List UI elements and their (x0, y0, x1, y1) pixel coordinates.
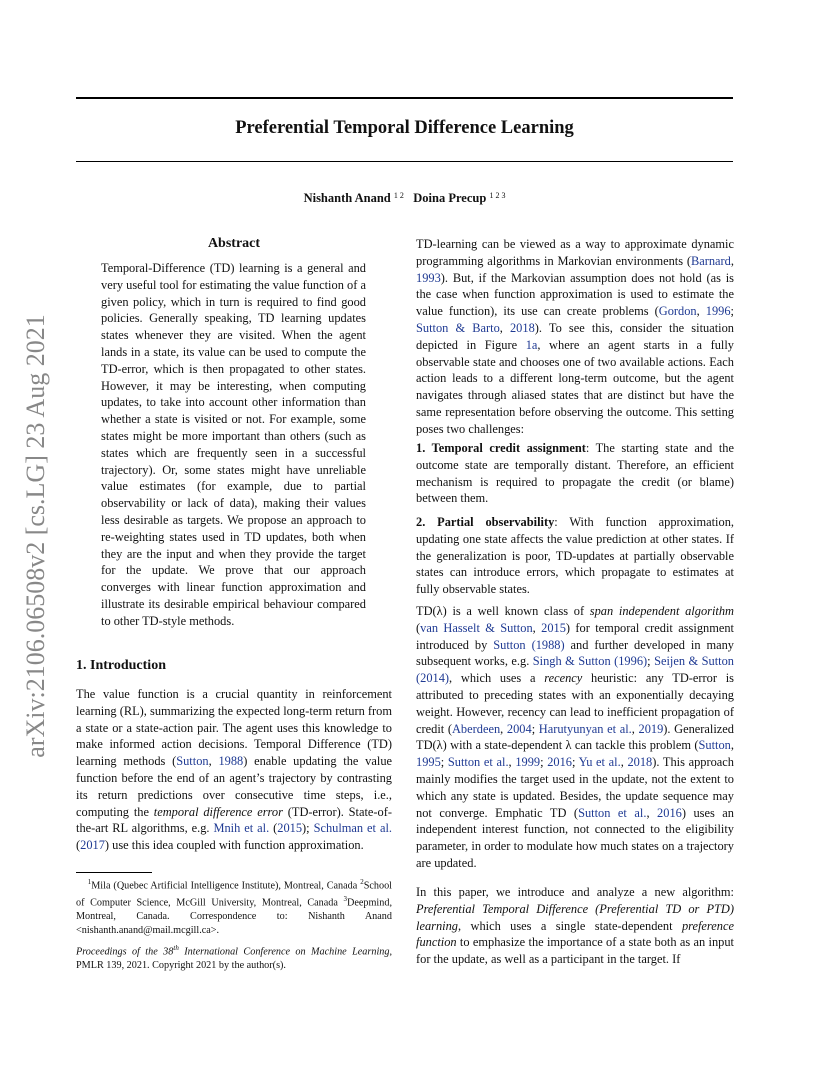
text-run: , (508, 755, 516, 770)
text-run: ; (440, 755, 448, 770)
citation-link[interactable]: Schulman et al. (313, 821, 392, 836)
right-paragraph-2 (416, 440, 734, 507)
citation-link[interactable]: Barnard (690, 253, 731, 268)
text-run: , which uses a single state-dependent (458, 918, 682, 933)
text-run: heuristic: any TD-error is attributed to preceding states with an exponentially decaying weight. However, recency can lead to inefficient propagation of credit ( (416, 671, 734, 736)
text-run: and further developed in many subsequent works, e.g. (416, 637, 734, 669)
text-run: , (730, 253, 734, 268)
text-run: , where an agent starts in a fully observable state and chooses one of two available actions. Each action leads to a different long-term outcome, but the agent navigates through aliased states that are distinct but have the same representation before observing the outcome. This setting poses two challenges: (416, 337, 734, 436)
citation-link[interactable]: Sutton et al. (578, 805, 647, 820)
text-run: The value function is a crucial quantity in reinforcement learning (RL), summarizing the expected long-term return from a state or a state-action pair. The agent uses this knowledge to make informed action decisions. Temporal Difference (TD) learning methods ( (76, 687, 392, 769)
author-1: Nishanth Anand (303, 191, 391, 205)
text-run: ) enable updating the value function before the end of an agent’s trajectory by contrasting its return predictions over consecutive time steps, i.e., computing the (76, 754, 393, 819)
introduction-paragraph (76, 686, 392, 854)
footnote-rule (76, 872, 152, 873)
text-run: School of Computer Science, McGill University, Montreal, Canada (76, 880, 392, 909)
text-run: ). This approach mainly modifies the target used in the update, not the extent to which any state is updated. Besides, the update sequence may not converge. Emphatic TD ( (416, 755, 734, 820)
text-run: th (173, 944, 179, 952)
text-run: , (696, 304, 706, 319)
text-run: ) use this idea coupled with function approximation. (104, 838, 364, 853)
text-run: ( (269, 821, 278, 836)
emphasis-text: recency (544, 671, 583, 686)
right-paragraph-3 (416, 514, 734, 598)
affiliation-footnote (76, 876, 392, 938)
text-run: TD(λ) is a well known class of (416, 604, 590, 618)
title-bottom-rule (76, 161, 733, 162)
citation-link[interactable]: Gordon (658, 304, 697, 319)
citation-link[interactable]: 2018 (509, 320, 535, 335)
citation-link[interactable]: 1988 (218, 754, 244, 769)
text-run: ); (302, 821, 314, 836)
citation-link[interactable]: 2018 (627, 755, 653, 770)
citation-link[interactable]: 2015 (541, 620, 566, 635)
text-run: , PMLR 139, 2021. Copyright 2021 by the author(s). (76, 946, 393, 972)
text-run: to emphasize the importance of a state both as an input for the update, as well as a participant in the target. If (416, 935, 734, 967)
title-top-rule (76, 97, 733, 99)
citation-link[interactable]: Sutton & Barto (416, 320, 500, 335)
text-run: ). Generalized TD(λ) with a state-dependent λ can tackle this problem ( (416, 721, 734, 753)
author-2-affiliation: 1 2 3 (489, 191, 506, 200)
emphasis-text: temporal difference error (153, 804, 283, 819)
text-run: ; (571, 755, 579, 770)
right-paragraph-4 (416, 603, 734, 872)
author-line (76, 191, 733, 206)
text-run: Deepmind, Montreal, Canada. Correspondence to: Nishanth Anand <nishanth.anand@mail.mcgill.ca>. (76, 897, 392, 937)
citation-link[interactable]: 1999 (515, 755, 541, 770)
text-run: , (646, 805, 658, 820)
citation-link[interactable]: Seijen & Sutton (2014) (416, 654, 734, 686)
abstract-heading: Abstract (207, 236, 261, 251)
text-run: ). To see this, consider the situation depicted in Figure (416, 320, 734, 352)
text-run: ; (540, 755, 548, 770)
author-2: Doina Precup (413, 191, 487, 205)
text-run: ; (647, 654, 655, 669)
text-run: , (499, 320, 510, 335)
author-1-affiliation: 1 2 (393, 191, 404, 200)
emphasis-text: Preferential Temporal Difference (Preferential TD or PTD) learning (416, 901, 734, 933)
citation-link[interactable]: 2015 (277, 821, 303, 836)
citation-link[interactable]: Aberdeen (451, 721, 501, 736)
text-run: ; (531, 721, 539, 736)
text-run: : With function approximation, updating one state affects the value prediction at other states. If the generalization is poor, TD-updates at partially observable states can introduce errors, which propagate to estimates at fully observable states. (416, 515, 734, 597)
text-run: TD-learning can be viewed as a way to approximate dynamic programming algorithms in Markovian environments ( (416, 237, 734, 268)
text-run: , (500, 721, 507, 736)
right-paragraph-5 (416, 884, 734, 968)
footnote-marker: 2 (360, 878, 364, 886)
text-run: , (532, 620, 542, 635)
citation-link[interactable]: Sutton (176, 754, 209, 769)
text-run: International Conference on Machine Learning (178, 946, 390, 958)
citation-link[interactable]: Mnih et al. (213, 821, 270, 836)
bold-label: 2. Partial observability (416, 515, 555, 529)
citation-link[interactable]: Sutton (1988) (493, 637, 565, 652)
text-run: , (631, 721, 639, 736)
citation-link[interactable]: 2019 (638, 721, 664, 736)
proceedings-note (76, 942, 392, 973)
text-run: , (730, 738, 734, 753)
citation-link[interactable]: 1995 (416, 755, 441, 770)
text-run: ; (730, 304, 734, 319)
citation-link[interactable]: 1993 (416, 270, 441, 285)
text-run: ) uses an independent interest function, not connected to the eligibility parameter, in order to modulate how much states on a trajectory are updated. (416, 805, 735, 870)
emphasis-text: preference function (416, 918, 734, 950)
figure-link[interactable]: 1a (525, 337, 538, 352)
text-run: (TD-error). State-of-the-art RL algorithms, e.g. (76, 804, 392, 836)
citation-link[interactable]: Sutton (698, 738, 731, 753)
citation-link[interactable]: 2016 (547, 755, 572, 770)
footnote-marker: 1 (87, 878, 92, 886)
citation-link[interactable]: Harutyunyan et al. (538, 721, 632, 736)
emphasis-text: span independent algorithm (589, 604, 734, 618)
right-paragraph-1 (416, 236, 734, 438)
arxiv-identifier: arXiv:2106.06508v2 [cs.LG] 23 Aug 2021 (21, 314, 50, 758)
text-run: In this paper, we introduce and analyze a new algorithm: (416, 885, 734, 899)
citation-link[interactable]: 2004 (506, 721, 532, 736)
citation-link[interactable]: 2017 (80, 838, 105, 853)
text-run: Proceedings of the 38 (76, 946, 174, 958)
citation-link[interactable]: Yu et al. (578, 755, 621, 770)
citation-link[interactable]: 2016 (657, 805, 682, 820)
text-run: , (620, 755, 628, 770)
text-run: , which uses a (449, 671, 545, 686)
text-run: ( (76, 838, 81, 853)
citation-link[interactable]: 1996 (705, 304, 731, 319)
text-run: : The starting state and the outcome state are temporally distant. Therefore, an efficient mechanism is required to propagate the credit (or blame) between them. (416, 441, 734, 506)
citation-link[interactable]: van Hasselt & Sutton (420, 620, 533, 635)
text-run: ). But, if the Markovian assumption does not hold (as is the case when function approximation is used to estimate the value function), its use can create problems ( (416, 270, 734, 319)
citation-link[interactable]: Sutton et al. (447, 755, 509, 770)
citation-link[interactable]: Singh & Sutton (1996) (532, 654, 648, 669)
footnote-marker: 3 (343, 895, 348, 904)
paper-title: Preferential Temporal Difference Learning (235, 118, 574, 138)
text-run: , (208, 754, 219, 769)
section-heading-introduction: 1. Introduction (76, 658, 166, 673)
text-run: Mila (Quebec Artificial Intelligence Institute), Montreal, Canada (91, 880, 361, 892)
abstract-body: Temporal-Difference (TD) learning is a general and very useful tool for estimating the value function of a given policy, which in turn is required to find good policies. Generally speaking, TD learning updates states whenever they are visited. When the agent lands in a state, its value can be used to compute the TD-error, which is then propagated to other states. However, it may be interesting, when computing updates, to take into account other information than whether a state is visited or not. For example, some states might be more important than others (such as states which are frequently seen in a successful trajectory). Or, some states might have unreliable value estimates (for example, due to partial observability or lack of data), making their values less desirable as targets. We propose an approach to re-weighting states used in TD updates, both when they are the input and when they provide the target for the update. We prove that our approach converges with linear function approximation and illustrate its desirable empirical behaviour compared to other TD-style methods. (101, 261, 366, 628)
text-run: ) for temporal credit assignment introduced by (416, 620, 734, 652)
bold-label: 1. Temporal credit assignment (416, 441, 586, 455)
text-run: ( (416, 620, 421, 635)
